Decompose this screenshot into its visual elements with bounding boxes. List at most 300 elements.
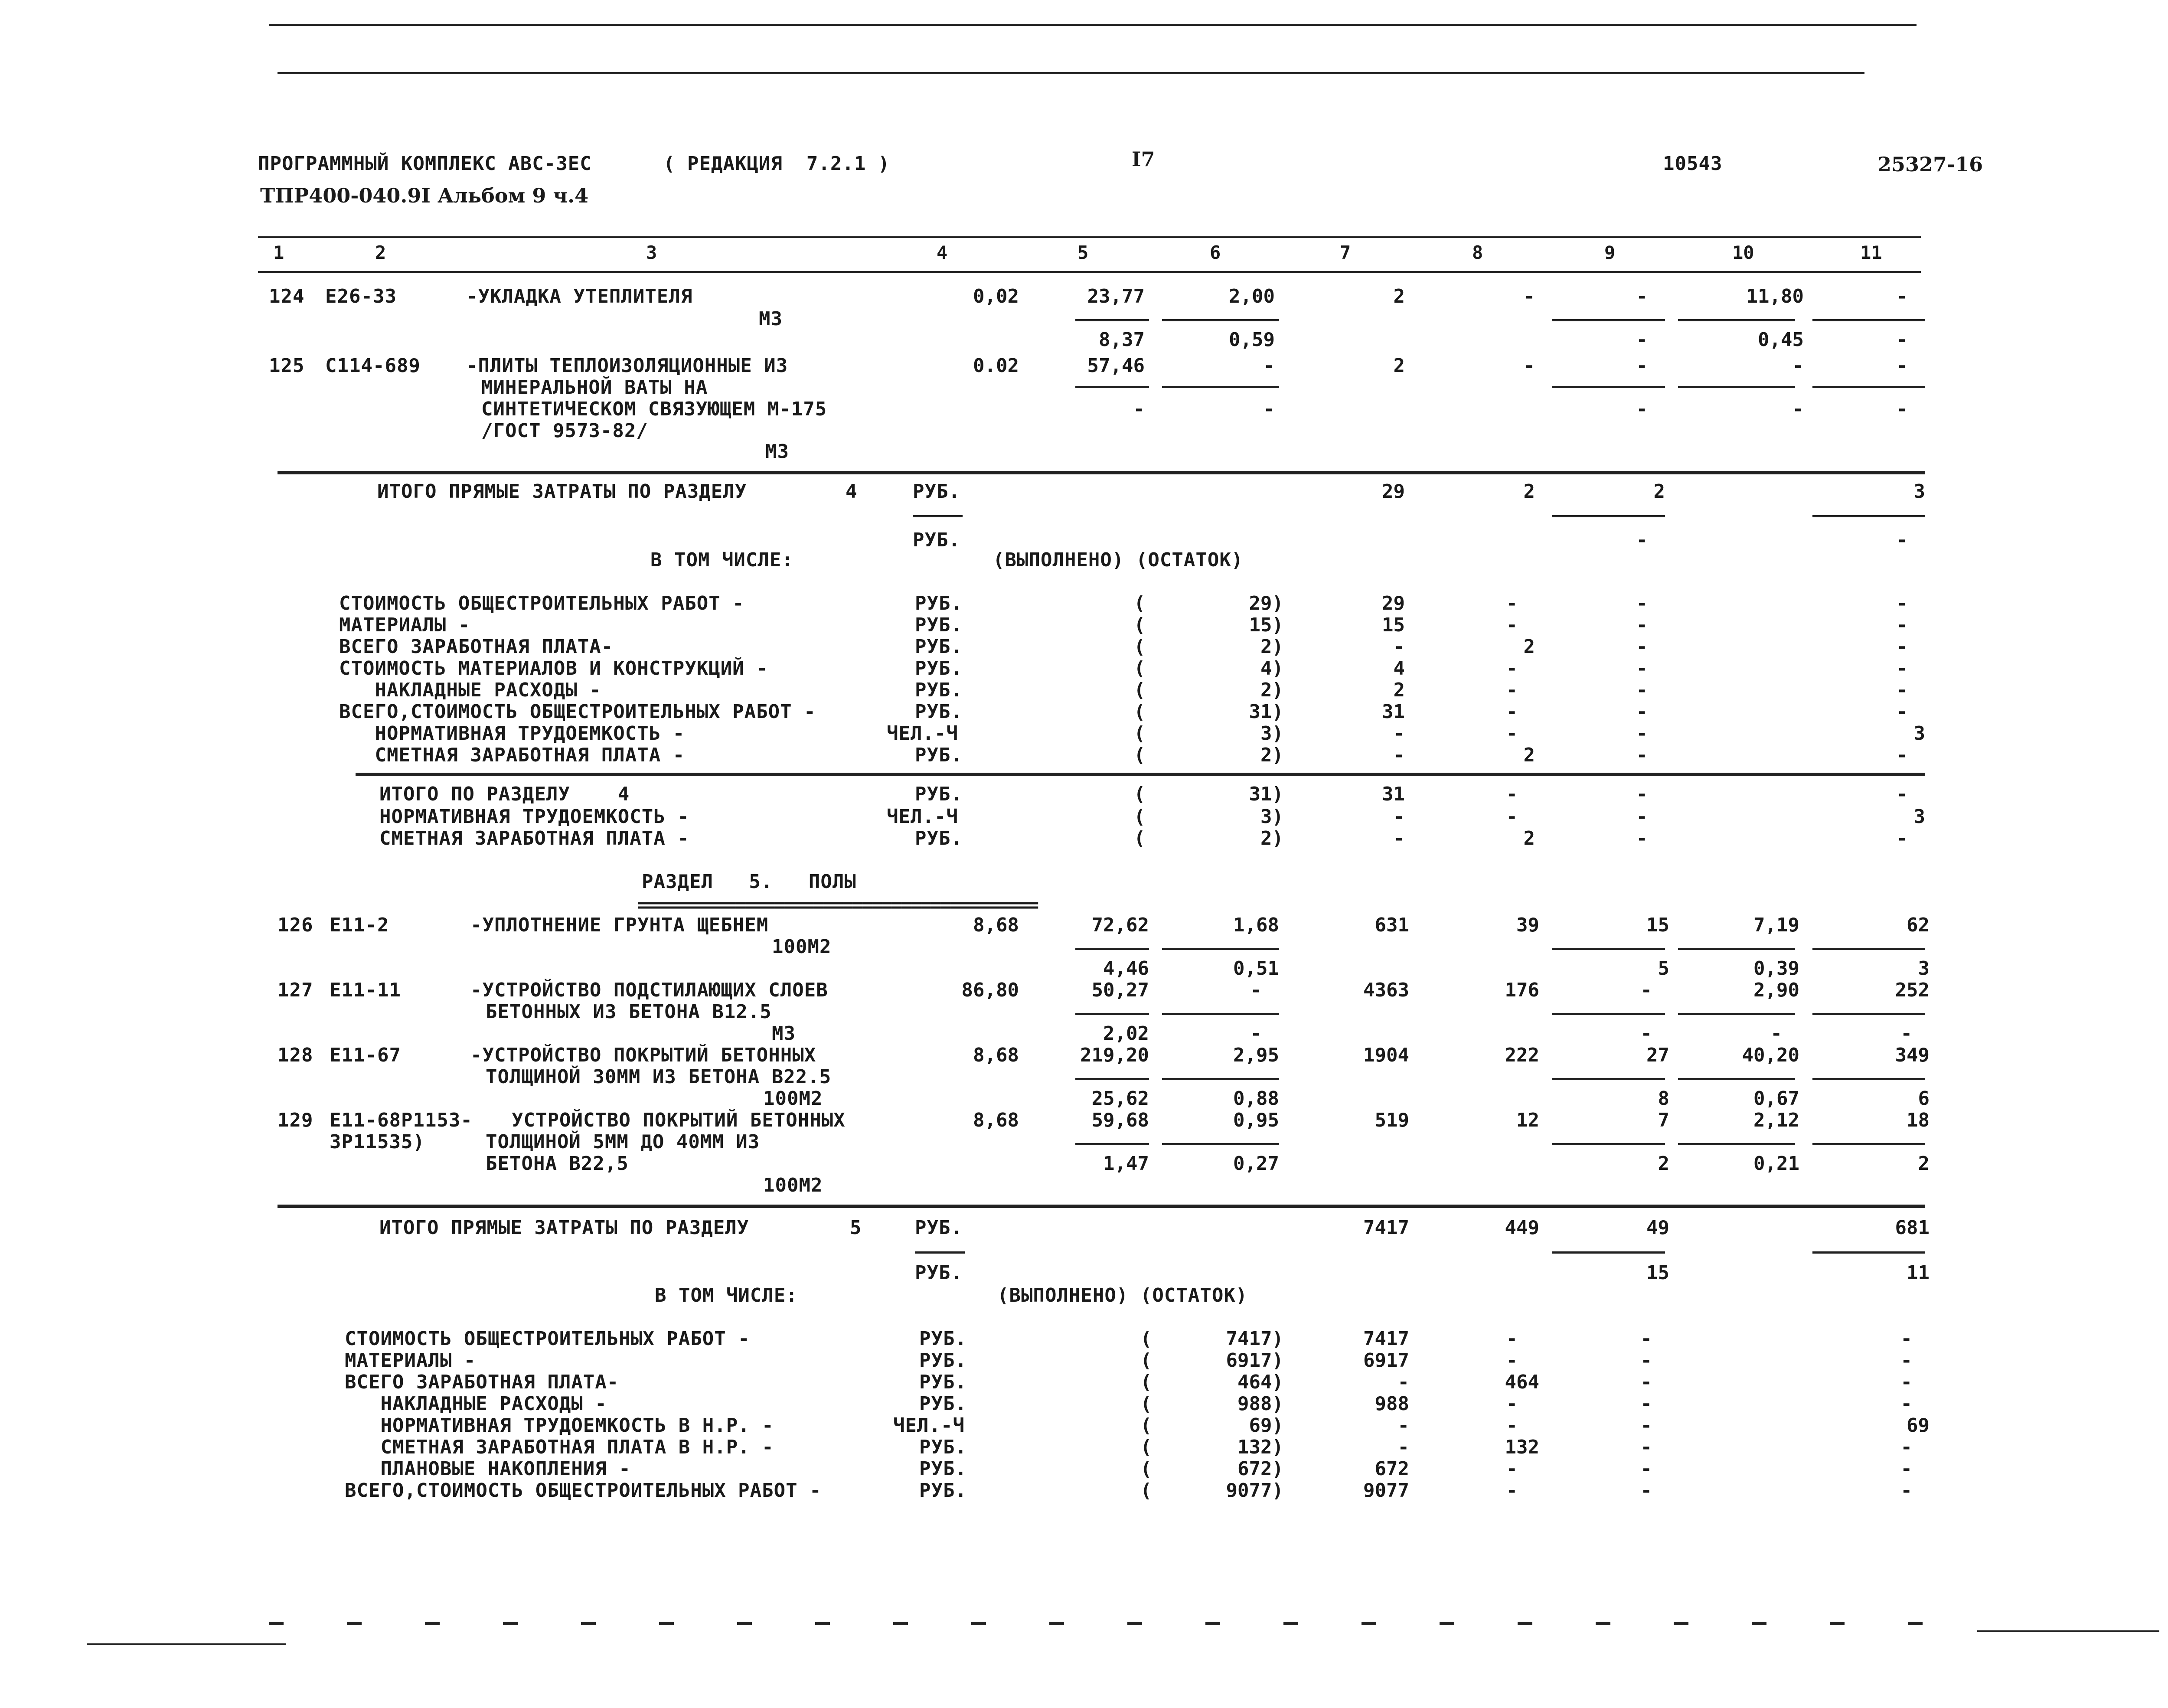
cell-rule	[1162, 1143, 1279, 1145]
cell-col7: -	[1393, 636, 1405, 658]
section-title-underline: =========================================	[637, 894, 1038, 916]
cell-rule	[1162, 1013, 1279, 1015]
breakdown-label: СМЕТНАЯ ЗАРАБОТНАЯ ПЛАТА -	[339, 744, 685, 766]
row-number: 129	[278, 1109, 313, 1131]
cell-rule	[1552, 948, 1665, 950]
cell-col9: -	[1640, 1371, 1652, 1393]
final-unit: РУБ.	[915, 783, 963, 805]
cell-col9: -	[1640, 1414, 1652, 1437]
breakdown-label: НОРМАТИВНАЯ ТРУДОЕМКОСТЬ В Н.Р. -	[345, 1414, 774, 1437]
cell-rule	[1075, 1143, 1149, 1145]
cell-col11: -	[1896, 355, 1908, 377]
cell-col8: -	[1506, 592, 1518, 614]
total-section-no: 5	[850, 1217, 862, 1239]
row-name: -УСТРОЙСТВО ПОКРЫТИЙ БЕТОННЫХ	[470, 1044, 816, 1066]
cell-rule	[1162, 948, 1279, 950]
cell-rule	[1812, 948, 1925, 950]
breakdown-unit: РУБ.	[919, 1479, 967, 1502]
cell-col5-sub: 2,02	[1103, 1022, 1149, 1045]
col-header: 8	[1472, 242, 1483, 263]
cell-col6: 2,00	[1229, 285, 1275, 307]
total-col9-2: 15	[1646, 1262, 1669, 1284]
col-header: 7	[1340, 242, 1351, 263]
cell-col8: 2	[1523, 827, 1535, 849]
total-col11: 681	[1895, 1217, 1930, 1239]
col-header: 11	[1860, 242, 1882, 263]
cell-rule	[1552, 1143, 1665, 1145]
row-unit: М3	[765, 441, 789, 463]
cell-rule	[1552, 386, 1665, 388]
row-unit: 100М2	[763, 1174, 823, 1196]
cell-col8: -	[1506, 783, 1518, 805]
cell-col11: -	[1896, 614, 1908, 636]
cell-col8: -	[1523, 285, 1535, 307]
cell-col7: 7417	[1363, 1328, 1409, 1350]
paren-open: (	[1140, 1436, 1153, 1458]
breakdown-label: МАТЕРИАЛЫ -	[339, 614, 470, 636]
cell-col7: 519	[1375, 1109, 1409, 1131]
cell-col11: -	[1896, 827, 1908, 849]
row-code-line: 3Р11535)	[330, 1131, 425, 1153]
cell-rule	[1162, 1078, 1279, 1080]
cell-col7: 631	[1375, 914, 1409, 936]
breakdown-unit: РУБ.	[915, 614, 963, 636]
cell-col8: -	[1506, 806, 1518, 828]
top-rule	[269, 24, 1917, 26]
cell-col5-sub: 1,47	[1103, 1153, 1149, 1175]
cell-col11: 3	[1913, 722, 1925, 745]
breakdown-unit: РУБ.	[919, 1371, 967, 1393]
total-label: ИТОГО ПРЯМЫЕ ЗАТРАТЫ ПО РАЗДЕЛУ	[377, 480, 747, 503]
cell-col6-sub: -	[1263, 398, 1275, 420]
cell-col8: -	[1523, 355, 1535, 377]
cell-col9-sub: -	[1636, 398, 1648, 420]
breakdown-value: 2)	[1260, 679, 1283, 701]
breakdown-value: 29)	[1249, 592, 1283, 614]
paren-open: (	[1134, 614, 1146, 636]
row-name: -УПЛОТНЕНИЕ ГРУНТА ЩЕБНЕМ	[470, 914, 769, 936]
cell-col11: -	[1896, 783, 1908, 805]
col-header: 5	[1077, 242, 1089, 263]
cell-col4: 8,68	[973, 914, 1019, 936]
cell-col7: -	[1393, 806, 1405, 828]
cell-col7: -	[1393, 827, 1405, 849]
breakdown-value: 3)	[1260, 722, 1283, 745]
cell-rule	[1812, 1078, 1925, 1080]
cell-col7: 2	[1393, 355, 1405, 377]
cell-col7: 15	[1382, 614, 1405, 636]
total-col8: 449	[1505, 1217, 1539, 1239]
dash	[971, 1622, 986, 1625]
row-unit: 100М2	[772, 936, 832, 958]
cell-rule	[1075, 948, 1149, 950]
dash	[815, 1622, 830, 1625]
cell-rule	[1075, 1013, 1149, 1015]
total-col11-2: -	[1896, 529, 1908, 551]
breakdown-unit: РУБ.	[915, 679, 963, 701]
dash	[347, 1622, 362, 1625]
breakdown-value: 15)	[1249, 614, 1283, 636]
final-label: ИТОГО ПО РАЗДЕЛУ 4	[379, 783, 630, 805]
cell-rule	[1552, 515, 1665, 517]
cell-col11: 62	[1907, 914, 1930, 936]
row-name-line: ТОЛЩИНОЙ 30ММ ИЗ БЕТОНА В22.5	[486, 1066, 832, 1088]
total-unit: РУБ.	[913, 480, 960, 503]
row-name-line: СИНТЕТИЧЕСКОМ СВЯЗУЮЩЕМ М-175	[481, 398, 827, 420]
cell-col8: 39	[1516, 914, 1539, 936]
total-unit-2: РУБ.	[915, 1262, 963, 1284]
cell-col7: -	[1397, 1436, 1409, 1458]
row-name-line: /ГОСТ 9573-82/	[481, 420, 648, 442]
cell-col5: 219,20	[1080, 1044, 1149, 1066]
cell-col9-sub: 5	[1658, 957, 1669, 980]
paren-open: (	[1140, 1393, 1153, 1415]
total-col9-2: -	[1636, 529, 1648, 551]
breakdown-unit: ЧЕЛ.-Ч	[887, 722, 958, 745]
breakdown-unit: РУБ.	[919, 1328, 967, 1350]
breakdown-unit: РУБ.	[915, 636, 963, 658]
cell-col7: 9077	[1363, 1479, 1409, 1502]
cell-col11: -	[1900, 1328, 1912, 1350]
breakdown-value: 988)	[1237, 1393, 1283, 1415]
row-name-line: ТОЛЩИНОЙ 5ММ ДО 40ММ ИЗ	[486, 1131, 760, 1153]
breakdown-unit: РУБ.	[919, 1349, 967, 1372]
cell-col7: 31	[1382, 783, 1405, 805]
cell-col8: -	[1506, 1414, 1518, 1437]
cell-rule	[1812, 1143, 1925, 1145]
dash	[737, 1622, 752, 1625]
cell-col8: 12	[1516, 1109, 1539, 1131]
row-code: Е11-68Р1153-	[330, 1109, 473, 1131]
cell-col7: -	[1397, 1414, 1409, 1437]
cell-rule	[1162, 319, 1279, 321]
dash	[659, 1622, 674, 1625]
cell-col7: -	[1397, 1371, 1409, 1393]
cell-col11: -	[1896, 657, 1908, 679]
cell-col8: -	[1506, 1349, 1518, 1372]
dash	[1908, 1622, 1923, 1625]
cell-col10-sub: 0,21	[1753, 1153, 1799, 1175]
dash	[1830, 1622, 1845, 1625]
dash	[1596, 1622, 1610, 1625]
breakdown-label: НАКЛАДНЫЕ РАСХОДЫ -	[345, 1393, 607, 1415]
row-code: Е11-67	[330, 1044, 401, 1066]
cell-col10: 40,20	[1742, 1044, 1799, 1066]
section-rule	[278, 1205, 1925, 1208]
paren-open: (	[1140, 1371, 1153, 1393]
total-col9: 49	[1646, 1217, 1669, 1239]
cell-col11: -	[1896, 636, 1908, 658]
breakdown-value: 7417)	[1226, 1328, 1283, 1350]
cell-rule	[913, 515, 963, 517]
cell-col9: -	[1636, 679, 1648, 701]
cell-col8: 176	[1505, 979, 1539, 1001]
cell-col8: -	[1506, 679, 1518, 701]
cell-col10: 2,90	[1753, 979, 1799, 1001]
paren-open: (	[1140, 1479, 1153, 1502]
cell-col11: 69	[1907, 1414, 1930, 1437]
row-unit: 100М2	[763, 1088, 823, 1110]
cell-col9-sub: 8	[1658, 1088, 1669, 1110]
cell-col5: 50,27	[1091, 979, 1149, 1001]
paren-open: (	[1134, 679, 1146, 701]
cell-col6: -	[1250, 979, 1262, 1001]
breakdown-label: ВСЕГО,СТОИМОСТЬ ОБЩЕСТРОИТЕЛЬНЫХ РАБОТ -	[345, 1479, 822, 1502]
cell-col6-sub: -	[1250, 1022, 1262, 1045]
paren-open: (	[1134, 636, 1146, 658]
cell-col11: -	[1900, 1349, 1912, 1372]
row-code: Е11-2	[330, 914, 389, 936]
cell-col11-sub: 3	[1918, 957, 1930, 980]
cell-col6: -	[1263, 355, 1275, 377]
cell-rule	[1552, 1078, 1665, 1080]
cell-col10-sub: 0,67	[1753, 1088, 1799, 1110]
row-name: -УСТРОЙСТВО ПОДСТИЛАЮЩИХ СЛОЕВ	[470, 979, 828, 1001]
dash	[1752, 1622, 1766, 1625]
row-name-line: БЕТОНА В22,5	[486, 1153, 629, 1175]
dash	[1440, 1622, 1454, 1625]
archive-code: 25327-16	[1877, 153, 1983, 176]
cell-col11: -	[1896, 701, 1908, 723]
paren-open: (	[1134, 744, 1146, 766]
cell-col9: -	[1636, 592, 1648, 614]
breakdown-value: 31)	[1249, 701, 1283, 723]
final-unit: РУБ.	[915, 827, 963, 849]
cell-rule	[1552, 1013, 1665, 1015]
edition: ( РЕДАКЦИЯ 7.2.1 )	[663, 153, 890, 175]
cell-col6-sub: 0,88	[1233, 1088, 1279, 1110]
paren-open: (	[1140, 1349, 1153, 1372]
cell-col10: 7,19	[1753, 914, 1799, 936]
dash	[1674, 1622, 1688, 1625]
total-section-no: 4	[846, 480, 858, 503]
cell-col11: -	[1900, 1479, 1912, 1502]
paren-open: (	[1134, 827, 1146, 849]
cell-col8: -	[1506, 1328, 1518, 1350]
cell-rule	[1678, 319, 1795, 321]
cell-col7: 31	[1382, 701, 1405, 723]
cell-col8: -	[1506, 1479, 1518, 1502]
cell-col10: -	[1792, 355, 1804, 377]
cell-rule	[1075, 386, 1149, 388]
breakdown-value: 132)	[1237, 1436, 1283, 1458]
row-name: -ПЛИТЫ ТЕПЛОИЗОЛЯЦИОННЫЕ ИЗ	[466, 355, 788, 377]
cell-col9-sub: -	[1636, 329, 1648, 351]
breakdown-unit: РУБ.	[915, 592, 963, 614]
final-value: 3)	[1260, 806, 1283, 828]
cell-col11: 349	[1895, 1044, 1930, 1066]
cell-col9: -	[1636, 722, 1648, 745]
cell-col7: 2	[1393, 285, 1405, 307]
row-code: Е26-33	[325, 285, 397, 307]
cell-col7: 4363	[1363, 979, 1409, 1001]
col-header: 9	[1604, 242, 1616, 263]
breakdown-value: 6917)	[1226, 1349, 1283, 1372]
cell-col9: -	[1636, 701, 1648, 723]
col-header: 1	[273, 242, 284, 263]
cell-col9: 7	[1658, 1109, 1669, 1131]
cell-col9: 15	[1646, 914, 1669, 936]
col-header: 4	[937, 242, 948, 263]
cell-col11: -	[1900, 1458, 1912, 1480]
cell-col11: -	[1900, 1436, 1912, 1458]
breakdown-value: 9077)	[1226, 1479, 1283, 1502]
row-unit: М3	[759, 308, 783, 330]
top-rule-2	[278, 72, 1864, 74]
program-title: ПРОГРАММНЫЙ КОМПЛЕКС АВС-ЗЕС	[258, 153, 592, 175]
cell-rule	[915, 1251, 965, 1254]
section-rule	[278, 471, 1925, 474]
cell-col8: -	[1506, 1458, 1518, 1480]
paren-open: (	[1134, 806, 1146, 828]
cell-col9: -	[1640, 1393, 1652, 1415]
cell-col5-sub: 4,46	[1103, 957, 1149, 980]
total-col9: 2	[1653, 480, 1665, 503]
dash	[1205, 1622, 1220, 1625]
cell-col8: 222	[1505, 1044, 1539, 1066]
final-value: 31)	[1249, 783, 1283, 805]
breakdown-label: НАКЛАДНЫЕ РАСХОДЫ -	[339, 679, 601, 701]
cell-rule	[1678, 386, 1795, 388]
cell-col10-sub: -	[1770, 1022, 1782, 1045]
breakdown-unit: ЧЕЛ.-Ч	[893, 1414, 965, 1437]
final-value: 2)	[1260, 827, 1283, 849]
header-rule-top	[258, 236, 1921, 238]
dash	[581, 1622, 596, 1625]
paren-open: (	[1134, 783, 1146, 805]
cell-col10: 2,12	[1753, 1109, 1799, 1131]
cell-col11: -	[1896, 592, 1908, 614]
cell-col9: -	[1636, 783, 1648, 805]
cell-col11: -	[1900, 1371, 1912, 1393]
row-number: 124	[269, 285, 305, 307]
breakdown-label: ВСЕГО ЗАРАБОТНАЯ ПЛАТА-	[339, 636, 614, 658]
col-header: 6	[1210, 242, 1221, 263]
cell-col11-sub: 6	[1918, 1088, 1930, 1110]
row-name-line: МИНЕРАЛЬНОЙ ВАТЫ НА	[481, 376, 708, 398]
cell-col11: -	[1900, 1393, 1912, 1415]
section-rule	[356, 773, 1925, 776]
row-number: 127	[278, 979, 313, 1001]
breakdown-value: 2)	[1260, 744, 1283, 766]
cell-col8: -	[1506, 722, 1518, 745]
done-remaining-label: (ВЫПОЛНЕНО) (ОСТАТОК)	[993, 549, 1244, 571]
cell-col9: -	[1636, 744, 1648, 766]
dash	[1283, 1622, 1298, 1625]
final-label: СМЕТНАЯ ЗАРАБОТНАЯ ПЛАТА -	[379, 827, 689, 849]
cell-col8: -	[1506, 1393, 1518, 1415]
dash	[1518, 1622, 1532, 1625]
breakdown-label: СТОИМОСТЬ ОБЩЕСТРОИТЕЛЬНЫХ РАБОТ -	[339, 592, 744, 614]
total-col7: 29	[1382, 480, 1405, 503]
total-unit-2: РУБ.	[913, 529, 960, 551]
cell-col10-sub: 0,45	[1758, 329, 1804, 351]
cell-col4: 0.02	[973, 355, 1019, 377]
breakdown-value: 69)	[1249, 1414, 1283, 1437]
cell-col7: 2	[1393, 679, 1405, 701]
cell-col5-sub: -	[1133, 398, 1145, 420]
dash	[269, 1622, 284, 1625]
paren-open: (	[1140, 1328, 1153, 1350]
paren-open: (	[1134, 592, 1146, 614]
cell-col9: 27	[1646, 1044, 1669, 1066]
cell-col6-sub: 0,51	[1233, 957, 1279, 980]
cell-col6-sub: 0,59	[1229, 329, 1275, 351]
row-name: -УКЛАДКА УТЕПЛИТЕЛЯ	[466, 285, 693, 307]
dash	[1127, 1622, 1142, 1625]
cell-col10-sub: -	[1792, 398, 1804, 420]
cell-col5: 72,62	[1091, 914, 1149, 936]
total-label: ИТОГО ПРЯМЫЕ ЗАТРАТЫ ПО РАЗДЕЛУ	[379, 1217, 749, 1239]
cell-col5: 57,46	[1087, 355, 1145, 377]
total-unit: РУБ.	[915, 1217, 963, 1239]
cell-col7: 672	[1375, 1458, 1409, 1480]
including-label: В ТОМ ЧИСЛЕ:	[650, 549, 793, 571]
row-number: 128	[278, 1044, 313, 1066]
final-label: НОРМАТИВНАЯ ТРУДОЕМКОСТЬ -	[379, 806, 689, 828]
paren-open: (	[1134, 701, 1146, 723]
edge-rule	[87, 1643, 286, 1645]
total-col11: 3	[1913, 480, 1925, 503]
breakdown-unit: РУБ.	[919, 1436, 967, 1458]
cell-col8: -	[1506, 614, 1518, 636]
dash	[893, 1622, 908, 1625]
cell-col11-sub: -	[1896, 329, 1908, 351]
done-remaining-label: (ВЫПОЛНЕНО) (ОСТАТОК)	[997, 1284, 1248, 1306]
paren-open: (	[1140, 1458, 1153, 1480]
breakdown-value: 4)	[1260, 657, 1283, 679]
cell-col9: -	[1640, 1479, 1652, 1502]
breakdown-unit: РУБ.	[915, 744, 963, 766]
cell-col9: -	[1636, 806, 1648, 828]
cell-col6: 0,95	[1233, 1109, 1279, 1131]
cell-col4: 8,68	[973, 1109, 1019, 1131]
breakdown-label: СТОИМОСТЬ МАТЕРИАЛОВ И КОНСТРУКЦИЙ -	[339, 657, 768, 679]
row-number: 126	[278, 914, 313, 936]
dash	[425, 1622, 440, 1625]
cell-col6: 2,95	[1233, 1044, 1279, 1066]
cell-rule	[1552, 319, 1665, 321]
cell-col11: -	[1896, 285, 1908, 307]
document-number: 10543	[1663, 153, 1723, 175]
cell-col9: -	[1636, 827, 1648, 849]
row-name: УСТРОЙСТВО ПОКРЫТИЙ БЕТОННЫХ	[512, 1109, 846, 1131]
cell-col9: -	[1640, 979, 1652, 1001]
total-col7: 7417	[1363, 1217, 1409, 1239]
breakdown-label: СТОИМОСТЬ ОБЩЕСТРОИТЕЛЬНЫХ РАБОТ -	[345, 1328, 750, 1350]
total-col11-2: 11	[1907, 1262, 1930, 1284]
cell-col9: -	[1640, 1436, 1652, 1458]
cell-col8: 2	[1523, 744, 1535, 766]
col-header: 3	[646, 242, 657, 263]
breakdown-value: 464)	[1237, 1371, 1283, 1393]
cell-col8: 132	[1505, 1436, 1539, 1458]
cell-rule	[1162, 386, 1279, 388]
cell-col9: -	[1636, 355, 1648, 377]
row-name-line: БЕТОННЫХ ИЗ БЕТОНА В12.5	[486, 1001, 772, 1023]
cell-rule	[1812, 515, 1925, 517]
breakdown-label: МАТЕРИАЛЫ -	[345, 1349, 476, 1372]
cell-col11-sub: -	[1900, 1022, 1912, 1045]
final-unit: ЧЕЛ.-Ч	[887, 806, 958, 828]
cell-col9-sub: 2	[1658, 1153, 1669, 1175]
cell-rule	[1812, 1013, 1925, 1015]
cell-rule	[1678, 1078, 1795, 1080]
paren-open: (	[1140, 1414, 1153, 1437]
dash	[1362, 1622, 1376, 1625]
cell-col7: -	[1393, 744, 1405, 766]
cell-col7: 988	[1375, 1393, 1409, 1415]
